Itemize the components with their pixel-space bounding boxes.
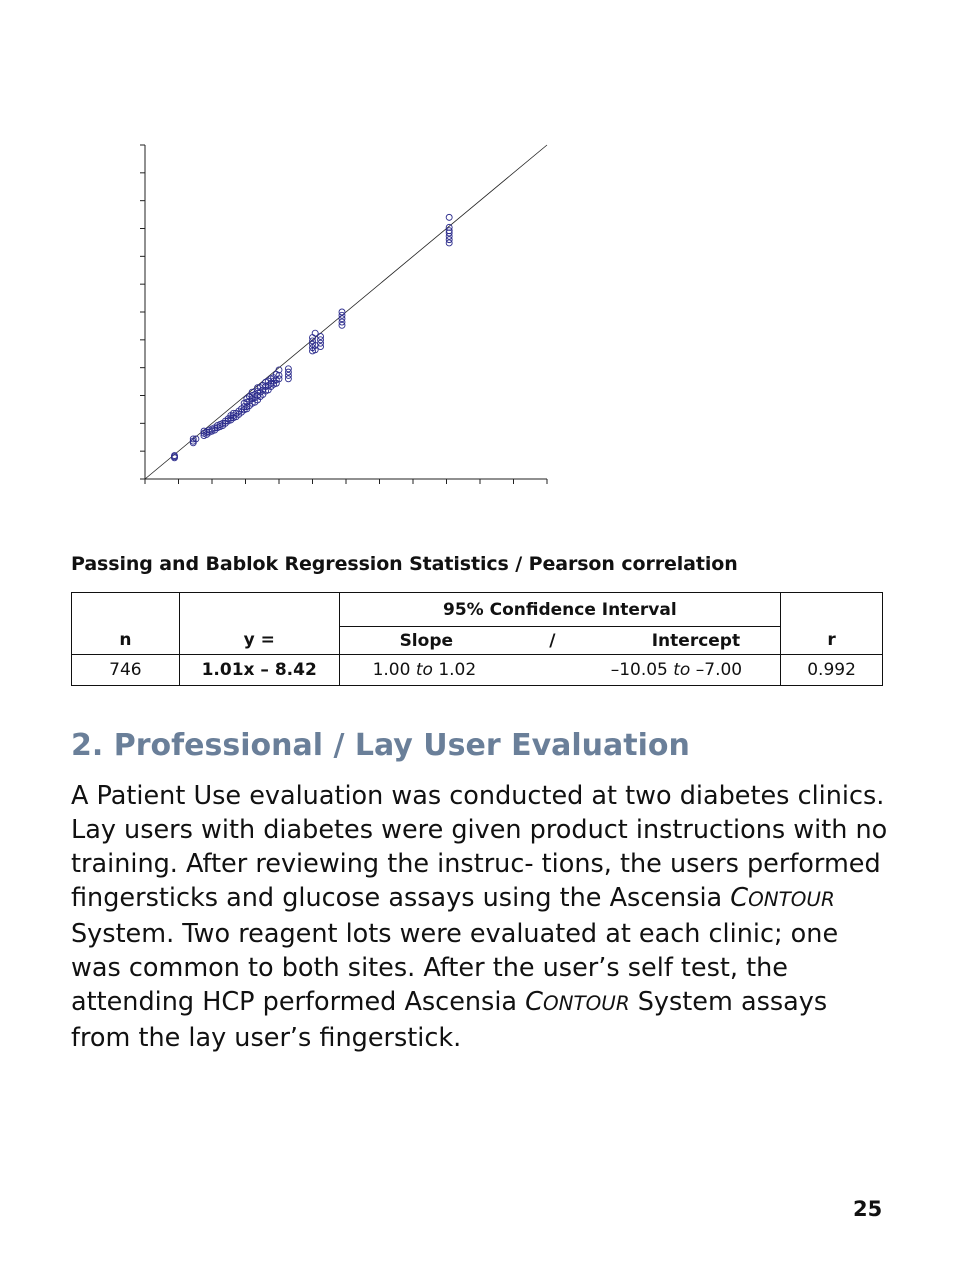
scatter-plot [0, 0, 954, 540]
header-ci: 95% Confidence Interval [339, 593, 781, 627]
data-point [446, 214, 452, 220]
header-n: n [72, 593, 180, 655]
slope-range: 1.00 to 1.02 [372, 660, 477, 680]
intercept-range: –10.05 to –7.00 [610, 660, 743, 680]
header-r: r [781, 593, 883, 655]
regression-table [71, 592, 883, 686]
brand-contour-2: CONTOUR [525, 987, 630, 1017]
cell-ci [339, 655, 781, 686]
cell-equation: 1.01x – 8.42 [179, 655, 339, 686]
section-heading: 2. Professional / Lay User Evaluation [71, 728, 690, 763]
stats-title: Passing and Bablok Regression Statistics / Pearson correlation [71, 553, 738, 575]
brand-contour-1: CONTOUR [730, 883, 835, 913]
cell-r: 0.992 [781, 655, 883, 686]
section-body: A Patient Use evaluation was conducted at two diabetes clinics. Lay users with diabetes were given product instructions with no training. After reviewing the instruc- tions, the users performed fingersticks and glucose assays using the Ascensia CONTOUR System. Two reagent lots were evaluated at each clinic; one was common to both sites. After the user’s self test, the attending HCP performed Ascensia CONTOUR System assays from the lay user’s fingerstick. [71, 781, 888, 1053]
header-slope: Slope [399, 630, 454, 651]
header-y: y = [179, 593, 339, 655]
header-sep: / [549, 630, 556, 651]
cell-n: 746 [72, 655, 180, 686]
header-intercept: Intercept [651, 630, 741, 651]
page-number: 25 [853, 1197, 883, 1221]
data-point [312, 330, 318, 336]
ci-subheader [339, 627, 781, 655]
data-points [171, 214, 452, 460]
